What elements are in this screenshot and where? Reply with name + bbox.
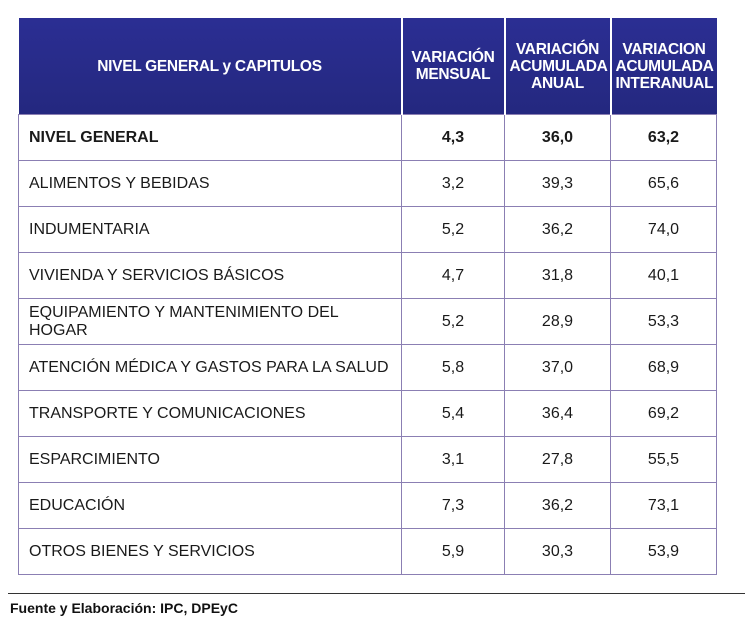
footer-divider bbox=[8, 593, 745, 594]
row-ytd-value: 36,2 bbox=[505, 207, 611, 253]
row-yoy-value: 65,6 bbox=[611, 161, 717, 207]
header-ytd-line-1: VARIACIÓN bbox=[515, 40, 600, 58]
row-yoy-value: 63,2 bbox=[611, 115, 717, 161]
table-row bbox=[19, 299, 717, 345]
row-yoy-value: 53,3 bbox=[611, 299, 717, 345]
source-note: Fuente y Elaboración: IPC, DPEyC bbox=[10, 600, 238, 616]
row-yoy-value: 68,9 bbox=[611, 345, 717, 391]
table-row bbox=[19, 391, 717, 437]
table-row bbox=[19, 529, 717, 575]
row-label: ESPARCIMIENTO bbox=[19, 437, 402, 483]
header-category bbox=[19, 18, 402, 115]
header-ytd-line-2: ACUMULADA bbox=[509, 57, 608, 75]
table-row bbox=[19, 345, 717, 391]
table-row bbox=[19, 161, 717, 207]
row-label: OTROS BIENES Y SERVICIOS bbox=[19, 529, 402, 575]
row-label: ATENCIÓN MÉDICA Y GASTOS PARA LA SALUD bbox=[19, 345, 402, 391]
row-label: VIVIENDA Y SERVICIOS BÁSICOS bbox=[19, 253, 402, 299]
row-ytd-value: 30,3 bbox=[505, 529, 611, 575]
header-yoy bbox=[611, 18, 717, 115]
table-row bbox=[19, 253, 717, 299]
row-ytd-value: 36,4 bbox=[505, 391, 611, 437]
row-ytd-value: 36,2 bbox=[505, 483, 611, 529]
row-monthly-value: 5,4 bbox=[402, 391, 505, 437]
header-yoy-line-1: VARIACION bbox=[622, 40, 706, 58]
table-body bbox=[19, 115, 717, 575]
row-label: EDUCACIÓN bbox=[19, 483, 402, 529]
header-yoy-line-2: ACUMULADA bbox=[615, 57, 714, 75]
row-label: ALIMENTOS Y BEBIDAS bbox=[19, 161, 402, 207]
header-ytd bbox=[505, 18, 611, 115]
row-ytd-value: 39,3 bbox=[505, 161, 611, 207]
row-ytd-value: 27,8 bbox=[505, 437, 611, 483]
table-row bbox=[19, 207, 717, 253]
row-monthly-value: 5,2 bbox=[402, 299, 505, 345]
table-row bbox=[19, 437, 717, 483]
table-row bbox=[19, 483, 717, 529]
table-row-nivel-general bbox=[19, 115, 717, 161]
row-monthly-value: 5,9 bbox=[402, 529, 505, 575]
header-monthly-line-1: VARIACIÓN bbox=[411, 49, 495, 66]
row-yoy-value: 55,5 bbox=[611, 437, 717, 483]
row-label: INDUMENTARIA bbox=[19, 207, 402, 253]
ipc-table-container bbox=[18, 18, 716, 575]
row-yoy-value: 74,0 bbox=[611, 207, 717, 253]
row-ytd-value: 37,0 bbox=[505, 345, 611, 391]
row-ytd-value: 31,8 bbox=[505, 253, 611, 299]
header-monthly-line-2: MENSUAL bbox=[415, 66, 491, 83]
row-yoy-value: 40,1 bbox=[611, 253, 717, 299]
row-monthly-value: 5,2 bbox=[402, 207, 505, 253]
header-monthly bbox=[402, 18, 505, 115]
row-monthly-value: 4,7 bbox=[402, 253, 505, 299]
row-yoy-value: 53,9 bbox=[611, 529, 717, 575]
row-label: TRANSPORTE Y COMUNICACIONES bbox=[19, 391, 402, 437]
row-yoy-value: 73,1 bbox=[611, 483, 717, 529]
row-label: EQUIPAMIENTO Y MANTENIMIENTO DEL HOGAR bbox=[19, 299, 402, 345]
header-yoy-line-3: INTERANUAL bbox=[615, 74, 714, 92]
row-monthly-value: 7,3 bbox=[402, 483, 505, 529]
row-ytd-value: 36,0 bbox=[505, 115, 611, 161]
row-ytd-value: 28,9 bbox=[505, 299, 611, 345]
row-monthly-value: 3,2 bbox=[402, 161, 505, 207]
row-yoy-value: 69,2 bbox=[611, 391, 717, 437]
row-monthly-value: 3,1 bbox=[402, 437, 505, 483]
header-row bbox=[19, 18, 717, 115]
row-monthly-value: 4,3 bbox=[402, 115, 505, 161]
table-header bbox=[19, 18, 717, 115]
ipc-variation-table bbox=[18, 18, 717, 575]
header-category-label: NIVEL GENERAL y CAPITULOS bbox=[97, 57, 322, 75]
header-ytd-line-3: ANUAL bbox=[531, 74, 584, 92]
row-label: NIVEL GENERAL bbox=[19, 115, 402, 161]
row-monthly-value: 5,8 bbox=[402, 345, 505, 391]
